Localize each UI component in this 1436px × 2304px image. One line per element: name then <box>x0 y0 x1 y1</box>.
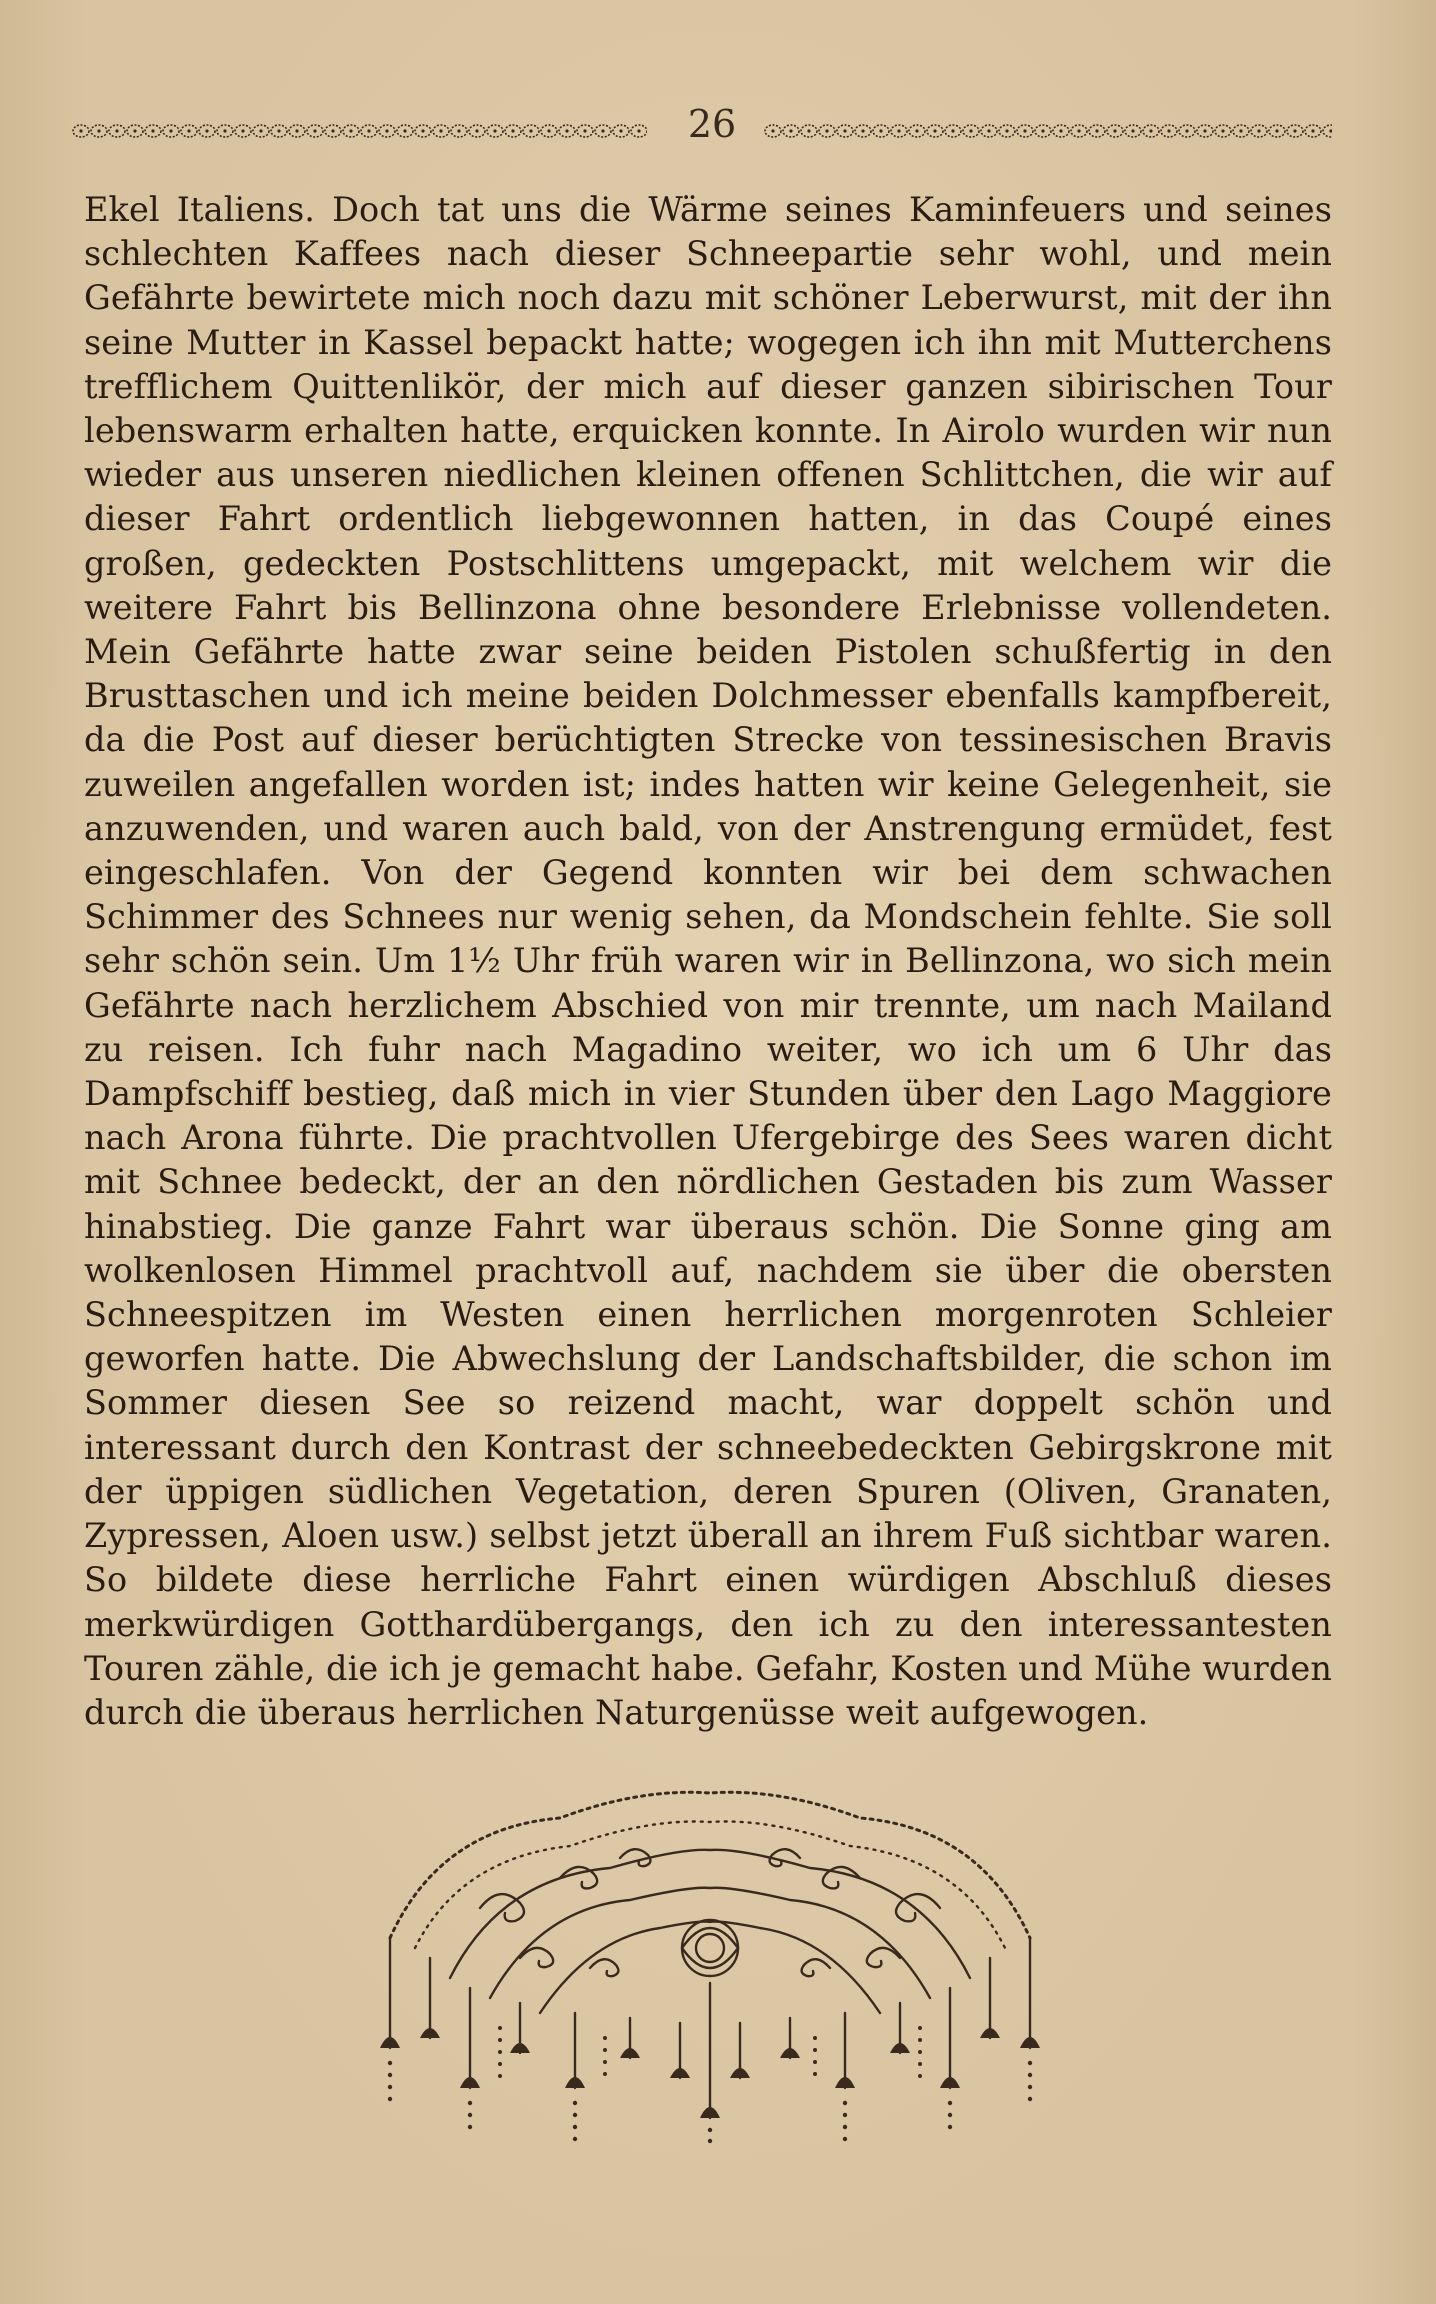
paragraph: Ekel Italiens. Doch tat uns die Wärme seines Kaminfeuers und seines schlechten Kaffees nach dieser Schneepartie sehr wohl, und mein Gefährte bewirtete mich noch dazu mit schöner Leberwurst, mit der ihn seine Mutter in Kassel bepackt hatte; wogegen ich ihn mit Mutterchens trefflichem Quittenlikör, der mich auf dieser ganzen sibirischen Tour lebenswarm erhalten hatte, erquicken konnte. In Airolo wurden wir nun wieder aus unseren niedlichen kleinen offenen Schlittchen, die wir auf dieser Fahrt ordentlich liebgewonnen hatten, in das Coupé eines großen, gedeckten Postschlittens umgepackt, mit welchem wir die weitere Fahrt bis Bellinzona ohne besondere Erlebnisse vollendeten. Mein Gefährte hatte zwar seine beiden Pistolen schußfertig in den Brusttaschen und ich meine beiden Dolchmesser ebenfalls kampfbereit, da die Post auf dieser berüchtigten Strecke von tessinesischen Bravis zuweilen angefallen worden ist; indes hatten wir keine Gelegenheit, sie anzuwenden, und waren auch bald, von der Anstrengung ermüdet, fest eingeschlafen. Von der Gegend konnten wir bei dem schwachen Schimmer des Schnees nur wenig sehen, da Mondschein fehlte. Sie soll sehr schön sein. Um 1½ Uhr früh waren wir in Bellinzona, wo sich mein Gefährte nach herzlichem Abschied von mir trennte, um nach Mailand zu reisen. Ich fuhr nach Magadino weiter, wo ich um 6 Uhr das Dampfschiff bestieg, daß mich in vier Stunden über den Lago Maggiore nach Arona führte. Die prachtvollen Ufergebirge des Sees waren dicht mit Schnee bedeckt, der an den nördlichen Gestaden bis zum Wasser hinabstieg. Die ganze Fahrt war überaus schön. Die Sonne ging am wolkenlosen Himmel prachtvoll auf, nachdem sie über die obersten Schneespitzen im Westen einen herrlichen morgenroten Schleier geworfen hatte. Die Abwechslung der Landschaftsbilder, die schon im Sommer diesen See so reizend macht, war doppelt schön und interessant durch den Kontrast der schneebedeckten Gebirgskrone mit der üppigen südlichen Vegetation, deren Spuren (Oliven, Granaten, Zypressen, Aloen usw.) selbst jetzt überall an ihrem Fuß sichtbar waren. So bildete diese herrliche Fahrt einen würdigen Abschluß dieses merkwürdigen Gotthardübergangs, den ich zu den interessantesten Touren zähle, die ich je gemacht habe. Gefahr, Kosten und Mühe wurden durch die überaus herrlichen Naturgenüsse weit aufgewogen. <box>84 190 1332 1732</box>
ornamental-border-right <box>764 118 1332 144</box>
body-text <box>84 188 1332 1735</box>
page-number: 26 <box>687 102 737 146</box>
page-header <box>72 100 1332 160</box>
ornamental-border-left <box>72 118 647 144</box>
floral-vignette-ornament <box>360 1788 1060 2148</box>
